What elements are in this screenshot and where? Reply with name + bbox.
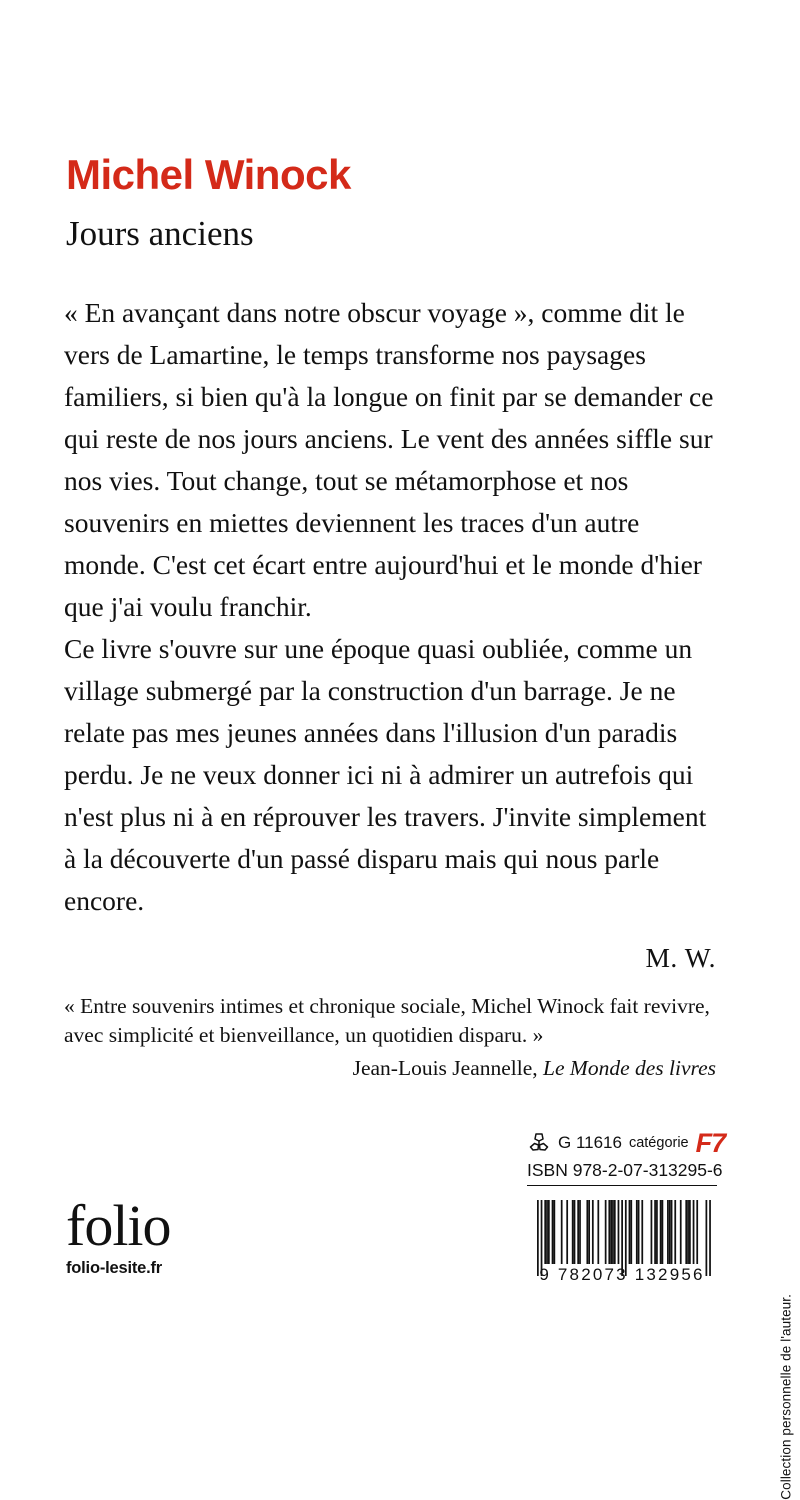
folio-wordmark: folio	[66, 1193, 171, 1258]
press-outlet: Le Monde des livres	[543, 1056, 716, 1080]
press-reviewer: Jean-Louis Jeannelle,	[352, 1056, 538, 1080]
press-quote-text: « Entre souvenirs intimes et chronique sociale, Michel Winock fait revivre, avec simplicité et bienveillance, un quotidien disparu. »	[64, 994, 710, 1047]
publisher-logo	[66, 1193, 171, 1278]
gallimard-trefoil-icon	[527, 1131, 551, 1155]
author-signature: M. W.	[645, 942, 716, 973]
folio-website-url[interactable]: folio-lesite.fr	[66, 1259, 163, 1277]
catalog-code: G 11616	[558, 1133, 622, 1152]
author-name: Michel Winock	[66, 151, 351, 198]
blurb-paragraph-1: « En avançant dans notre obscur voyage », comme dit le vers de Lamartine, le temps transforme nos paysages familiers, si bien qu'à la longue on finit par se demander ce qui reste de nos jours anciens. Le vent des années siffle sur nos vies. Tout change, tout se métamorphose et nos souvenirs en miettes deviennent les traces d'un autre monde. C'est cet écart entre aujourd'hui et le monde d'hier que j'ai voulu franchir.	[64, 297, 714, 622]
category-label: catégorie	[628, 1135, 689, 1151]
press-review	[64, 992, 716, 1083]
blurb-paragraph-2: Ce livre s'ouvre sur une époque quasi oubliée, comme un village submergé par la construction d'un barrage. Je ne relate pas mes jeunes années dans l'illusion d'un paradis perdu. Je ne veux donner ici ni à admirer un autrefois qui n'est plus ni à en réprouver les travers. J'invite simplement à la découverte d'un passé disparu mais qui nous parle encore.	[64, 633, 707, 916]
isbn-number: ISBN 978-2-07-313295-6	[527, 1158, 717, 1186]
ean13-barcode	[527, 1198, 717, 1284]
catalog-row	[527, 1127, 726, 1158]
press-attribution	[64, 1054, 716, 1083]
book-title: Jours anciens	[66, 214, 254, 253]
isbn-barcode-block	[527, 1127, 726, 1284]
photo-credit-vertical: Collection personnelle de l'auteur.	[779, 1294, 794, 1500]
category-value-badge: F7	[695, 1127, 726, 1158]
blurb-text	[64, 292, 716, 978]
svg-text:9 782073 132956: 9 782073 132956	[539, 1265, 705, 1284]
